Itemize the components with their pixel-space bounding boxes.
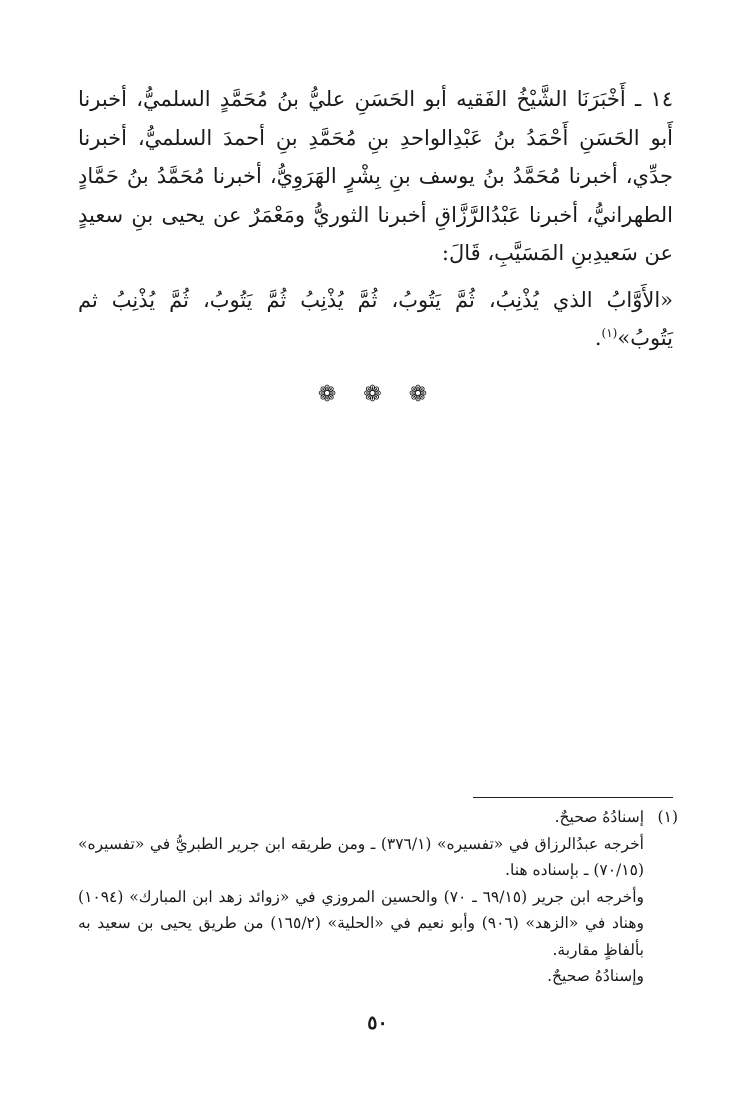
hadith-text: «الأَوَّابُ الذي يُذْنِبُ، ثُمَّ يَتُوبُ، ثُمَّ يُذْنِبُ ثُمَّ يَتُوبُ، ثُمَّ يُذْنِبُ ثم يَتُوبُ» xyxy=(78,287,673,350)
footnotes-block xyxy=(78,804,678,990)
footnote-number: (١) xyxy=(657,808,678,826)
footnote-line-3: وأخرجه ابن جرير (٦٩/١٥ ـ ٧٠) والحسين المروزي في «زوائد زهد ابن المبارك» (١٠٩٤) وهناد في «الزهد» (٩٠٦) وأبو نعيم في «الحلية» (١٦٥/٢) من طريق يحيى بن سعيد به بألفاظٍ مقاربة. xyxy=(78,887,644,959)
footnote-separator-line xyxy=(473,797,673,798)
footnote-item xyxy=(78,804,678,990)
footnote-line-2: أخرجه عبدُالرزاق في «تفسيره» (٣٧٦/١) ـ ومن طريقه ابن جرير الطبريُّ في «تفسيره» (٧٠/١٥) ـ بإسناده هنا. xyxy=(78,834,644,879)
hadith-end-period: . xyxy=(594,326,602,350)
main-text-block xyxy=(78,80,673,358)
hadith-paragraph xyxy=(78,281,673,358)
isnad-paragraph: ١٤ ـ أَخْبَرَنَا الشَّيْخُ الفَقيه أبو الحَسَنِ عليُّ بنُ مُحَمَّدٍ السلميُّ، أخبرنا أَبو الحَسَنِ أَحْمَدُ بنُ عَبْدِالواحدِ بنِ مُحَمَّدِ بنِ أحمدَ السلميُّ، أخبرنا جدِّي، أخبرنا مُحَمَّدُ بنُ يوسف بنِ بِشْرٍ الهَرَوِيُّ، أخبرنا مُحَمَّدُ بنُ حَمَّادٍ الطهرانيُّ، أخبرنا عَبْدُالرَّزَّاقِ أخبرنا الثوريُّ ومَعْمَرٌ عن يحيى بنِ سعيدٍ عن سَعيدِبنِ المَسَيَّبِ، قَالَ: xyxy=(78,87,673,265)
footnote-line-1: إسنادُهُ صحيحٌ. xyxy=(554,808,644,826)
footnote-line-4: وإسنادُهُ صحيحٌ. xyxy=(547,967,644,985)
footnote-reference[interactable]: (١) xyxy=(601,326,618,340)
footnote-body xyxy=(78,804,644,990)
section-divider-ornament: ❁ ❁ ❁ xyxy=(317,382,438,407)
page-number: ٥٠ xyxy=(367,1012,388,1034)
